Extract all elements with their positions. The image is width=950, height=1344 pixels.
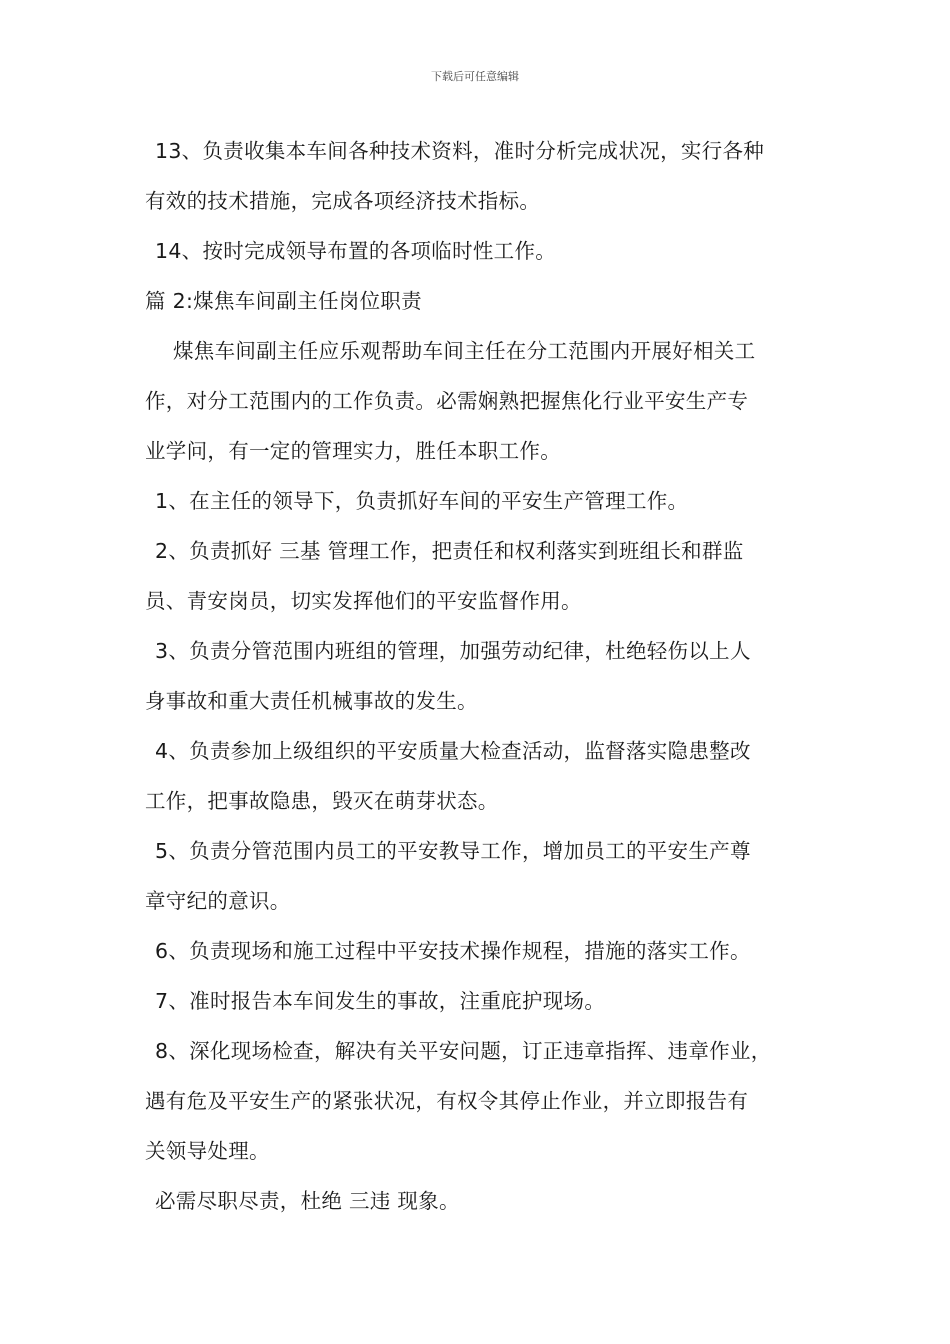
text-line: 1、在主任的领导下，负责抓好车间的平安生产管理工作。	[155, 489, 689, 513]
text-line: 4、负责参加上级组织的平安质量大检查活动，监督落实隐患整改	[155, 739, 751, 763]
text-line: 2、负责抓好 三基 管理工作，把责任和权利落实到班组长和群监	[155, 539, 744, 563]
text-line: 工作，把事故隐患，毁灭在萌芽状态。	[145, 789, 499, 813]
text-line: 6、负责现场和施工过程中平安技术操作规程，措施的落实工作。	[155, 939, 751, 963]
text-line: 煤焦车间副主任应乐观帮助车间主任在分工范围内开展好相关工	[173, 339, 756, 363]
text-line: 5、负责分管范围内员工的平安教导工作，增加员工的平安生产尊	[155, 839, 751, 863]
text-line: 章守纪的意识。	[145, 889, 291, 913]
text-line: 有效的技术措施，完成各项经济技术指标。	[145, 189, 541, 213]
text-line: 作，对分工范围内的工作负责。必需娴熟把握焦化行业平安生产专	[145, 389, 749, 413]
text-line: 3、负责分管范围内班组的管理，加强劳动纪律，杜绝轻伤以上人	[155, 639, 751, 663]
document-body	[145, 126, 815, 1226]
text-line: 必需尽职尽责，杜绝 三违 现象。	[155, 1189, 460, 1213]
text-line: 身事故和重大责任机械事故的发生。	[145, 689, 478, 713]
header-note: 下载后可任意编辑	[431, 70, 519, 83]
text-line: 篇 2:煤焦车间副主任岗位职责	[145, 289, 422, 313]
text-line: 遇有危及平安生产的紧张状况，有权令其停止作业，并立即报告有	[145, 1089, 749, 1113]
text-line: 员、青安岗员，切实发挥他们的平安监督作用。	[145, 589, 582, 613]
text-line: 8、深化现场检查，解决有关平安问题，订正违章指挥、违章作业，	[155, 1039, 772, 1063]
text-line: 关领导处理。	[145, 1139, 270, 1163]
text-line: 13、负责收集本车间各种技术资料，准时分析完成状况，实行各种	[155, 139, 765, 163]
text-line: 14、按时完成领导布置的各项临时性工作。	[155, 239, 557, 263]
text-line: 业学问，有一定的管理实力，胜任本职工作。	[145, 439, 561, 463]
text-line: 7、准时报告本车间发生的事故，注重庇护现场。	[155, 989, 606, 1013]
